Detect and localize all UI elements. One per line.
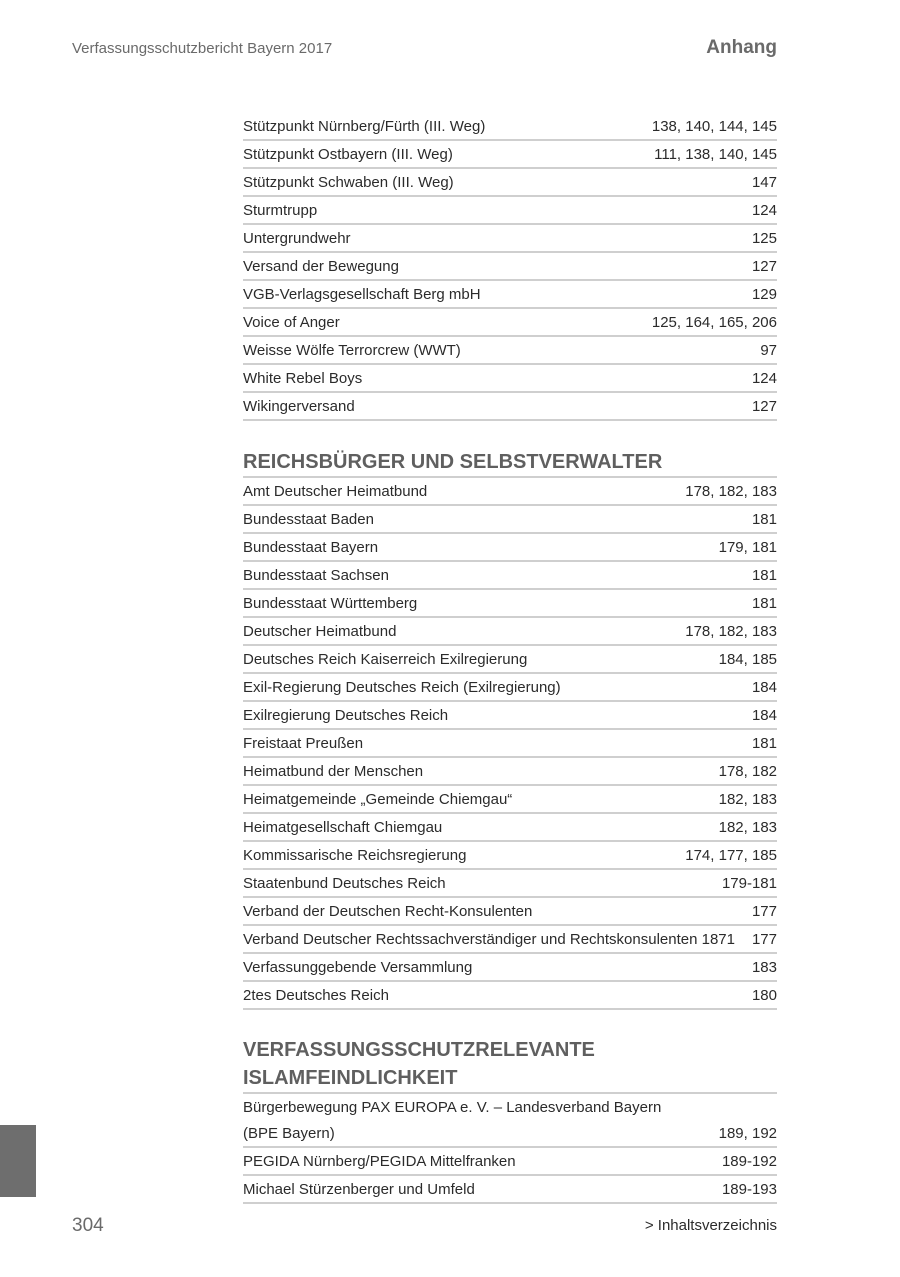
entry-pages: 182, 183 — [718, 790, 777, 808]
index-entry — [243, 225, 777, 253]
entry-pages: 111, 138, 140, 145 — [654, 145, 777, 163]
index-list-reichsbuerger — [243, 478, 777, 1010]
entry-pages: 181 — [751, 510, 777, 528]
index-entry — [243, 197, 777, 225]
entry-name: Voice of Anger — [243, 313, 340, 331]
index-entry — [243, 674, 777, 702]
index-entry — [243, 1176, 777, 1204]
entry-name: Stützpunkt Ostbayern (III. Weg) — [243, 145, 453, 163]
index-entry — [243, 141, 777, 169]
entry-name: Bundesstaat Württemberg — [243, 594, 418, 612]
index-entry — [243, 814, 777, 842]
index-entry — [243, 506, 777, 534]
section-heading-line-1: VERFASSUNGSSCHUTZRELEVANTE — [243, 1039, 595, 1061]
index-entry — [243, 393, 777, 421]
entry-name: Weisse Wölfe Terrorcrew (WWT) — [243, 341, 461, 359]
entry-name: Exil-Regierung Deutsches Reich (Exilregierung) — [243, 678, 561, 696]
index-entry — [243, 618, 777, 646]
entry-name: Stützpunkt Nürnberg/Fürth (III. Weg) — [243, 117, 486, 135]
entry-pages: 184 — [751, 706, 777, 724]
index-entry — [243, 954, 777, 982]
entry-pages: 189-193 — [721, 1180, 777, 1198]
entry-pages: 179-181 — [721, 874, 777, 892]
index-entry — [243, 702, 777, 730]
entry-name: Verband Deutscher Rechtssachverständiger und Rechtskonsulenten 1871 — [243, 930, 735, 948]
running-header-section: Anhang — [706, 37, 777, 58]
entry-name: Freistaat Preußen — [243, 734, 364, 752]
entry-pages: 178, 182, 183 — [685, 482, 777, 500]
index-entry — [243, 534, 777, 562]
index-entry-line-2 — [243, 1120, 777, 1148]
entry-pages: 182, 183 — [718, 818, 777, 836]
entry-pages: 181 — [751, 734, 777, 752]
entry-pages: 125 — [751, 229, 777, 247]
entry-name: Wikingerversand — [243, 397, 355, 415]
entry-pages: 174, 177, 185 — [685, 846, 777, 864]
entry-pages: 127 — [751, 397, 777, 415]
entry-name: Bundesstaat Baden — [243, 510, 374, 528]
entry-name: Heimatbund der Menschen — [243, 762, 424, 780]
entry-pages: 181 — [751, 594, 777, 612]
entry-pages: 189-192 — [721, 1152, 777, 1170]
index-entry-line-1 — [243, 1094, 777, 1120]
entry-name: Deutscher Heimatbund — [243, 622, 397, 640]
entry-name: Bundesstaat Bayern — [243, 538, 379, 556]
entry-pages: 129 — [751, 285, 777, 303]
index-entry — [243, 842, 777, 870]
table-of-contents-link[interactable]: > Inhaltsverzeichnis — [644, 1217, 777, 1234]
entry-pages: 178, 182, 183 — [685, 622, 777, 640]
entry-pages: 179, 181 — [718, 538, 777, 556]
index-entry — [243, 786, 777, 814]
side-chapter-tab — [0, 1125, 36, 1197]
index-entry — [243, 113, 777, 141]
index-entry — [243, 309, 777, 337]
index-entry — [243, 590, 777, 618]
index-entry — [243, 926, 777, 954]
entry-name: VGB-Verlagsgesellschaft Berg mbH — [243, 285, 481, 303]
entry-name: Verfassunggebende Versammlung — [243, 958, 473, 976]
entry-pages: 178, 182 — [718, 762, 777, 780]
index-entry — [243, 337, 777, 365]
page-number: 304 — [72, 1215, 104, 1236]
entry-name: Heimatgemeinde „Gemeinde Chiemgau“ — [243, 790, 513, 808]
entry-pages: 125, 164, 165, 206 — [651, 313, 777, 331]
entry-name: Kommissarische Reichsregierung — [243, 846, 467, 864]
entry-pages: 127 — [751, 257, 777, 275]
index-list-top — [243, 113, 777, 421]
section-heading-line-2: ISLAMFEINDLICHKEIT — [243, 1067, 458, 1089]
entry-pages: 124 — [751, 201, 777, 219]
index-entry — [243, 870, 777, 898]
entry-name: Heimatgesellschaft Chiemgau — [243, 818, 443, 836]
entry-name: Michael Stürzenberger und Umfeld — [243, 1180, 475, 1198]
entry-name: Bürgerbewegung PAX EUROPA e. V. – Landesverband Bayern — [243, 1098, 662, 1116]
index-entry — [243, 169, 777, 197]
entry-name: Verband der Deutschen Recht-Konsulenten — [243, 902, 533, 920]
index-entry — [243, 898, 777, 926]
index-entry — [243, 253, 777, 281]
entry-pages: 97 — [760, 341, 777, 359]
index-entry — [243, 478, 777, 506]
index-entry — [243, 758, 777, 786]
entry-name: Staatenbund Deutsches Reich — [243, 874, 446, 892]
entry-pages: 189, 192 — [718, 1124, 777, 1142]
entry-name: White Rebel Boys — [243, 369, 363, 387]
index-list-islamfeindlichkeit — [243, 1094, 777, 1204]
entry-pages: 180 — [751, 986, 777, 1004]
index-entry — [243, 365, 777, 393]
index-entry — [243, 281, 777, 309]
entry-pages: 177 — [751, 930, 777, 948]
entry-name: Bundesstaat Sachsen — [243, 566, 389, 584]
entry-pages: 184 — [751, 678, 777, 696]
index-entry — [243, 1148, 777, 1176]
entry-pages: 124 — [751, 369, 777, 387]
entry-pages: 184, 185 — [718, 650, 777, 668]
entry-pages: 181 — [751, 566, 777, 584]
index-entry — [243, 562, 777, 590]
entry-pages: 183 — [751, 958, 777, 976]
entry-name: Stützpunkt Schwaben (III. Weg) — [243, 173, 454, 191]
entry-name: Exilregierung Deutsches Reich — [243, 706, 449, 724]
section-heading-islamfeindlichkeit — [243, 1010, 777, 1094]
entry-name: Sturmtrupp — [243, 201, 318, 219]
entry-name: Versand der Bewegung — [243, 257, 399, 275]
entry-name: 2tes Deutsches Reich — [243, 986, 389, 1004]
index-entry — [243, 646, 777, 674]
entry-name: Amt Deutscher Heimatbund — [243, 482, 428, 500]
index-content — [243, 113, 777, 1204]
entry-name: PEGIDA Nürnberg/PEGIDA Mittelfranken — [243, 1152, 516, 1170]
running-header-title: Verfassungsschutzbericht Bayern 2017 — [72, 40, 333, 57]
entry-pages: 138, 140, 144, 145 — [651, 117, 777, 135]
entry-pages: 147 — [751, 173, 777, 191]
entry-name: Untergrundwehr — [243, 229, 351, 247]
section-heading-reichsbuerger: REICHSBÜRGER UND SELBSTVERWALTER — [243, 421, 777, 478]
entry-name: Deutsches Reich Kaiserreich Exilregierung — [243, 650, 528, 668]
entry-pages: 177 — [751, 902, 777, 920]
index-entry — [243, 982, 777, 1010]
index-entry — [243, 730, 777, 758]
entry-name: (BPE Bayern) — [243, 1124, 335, 1142]
